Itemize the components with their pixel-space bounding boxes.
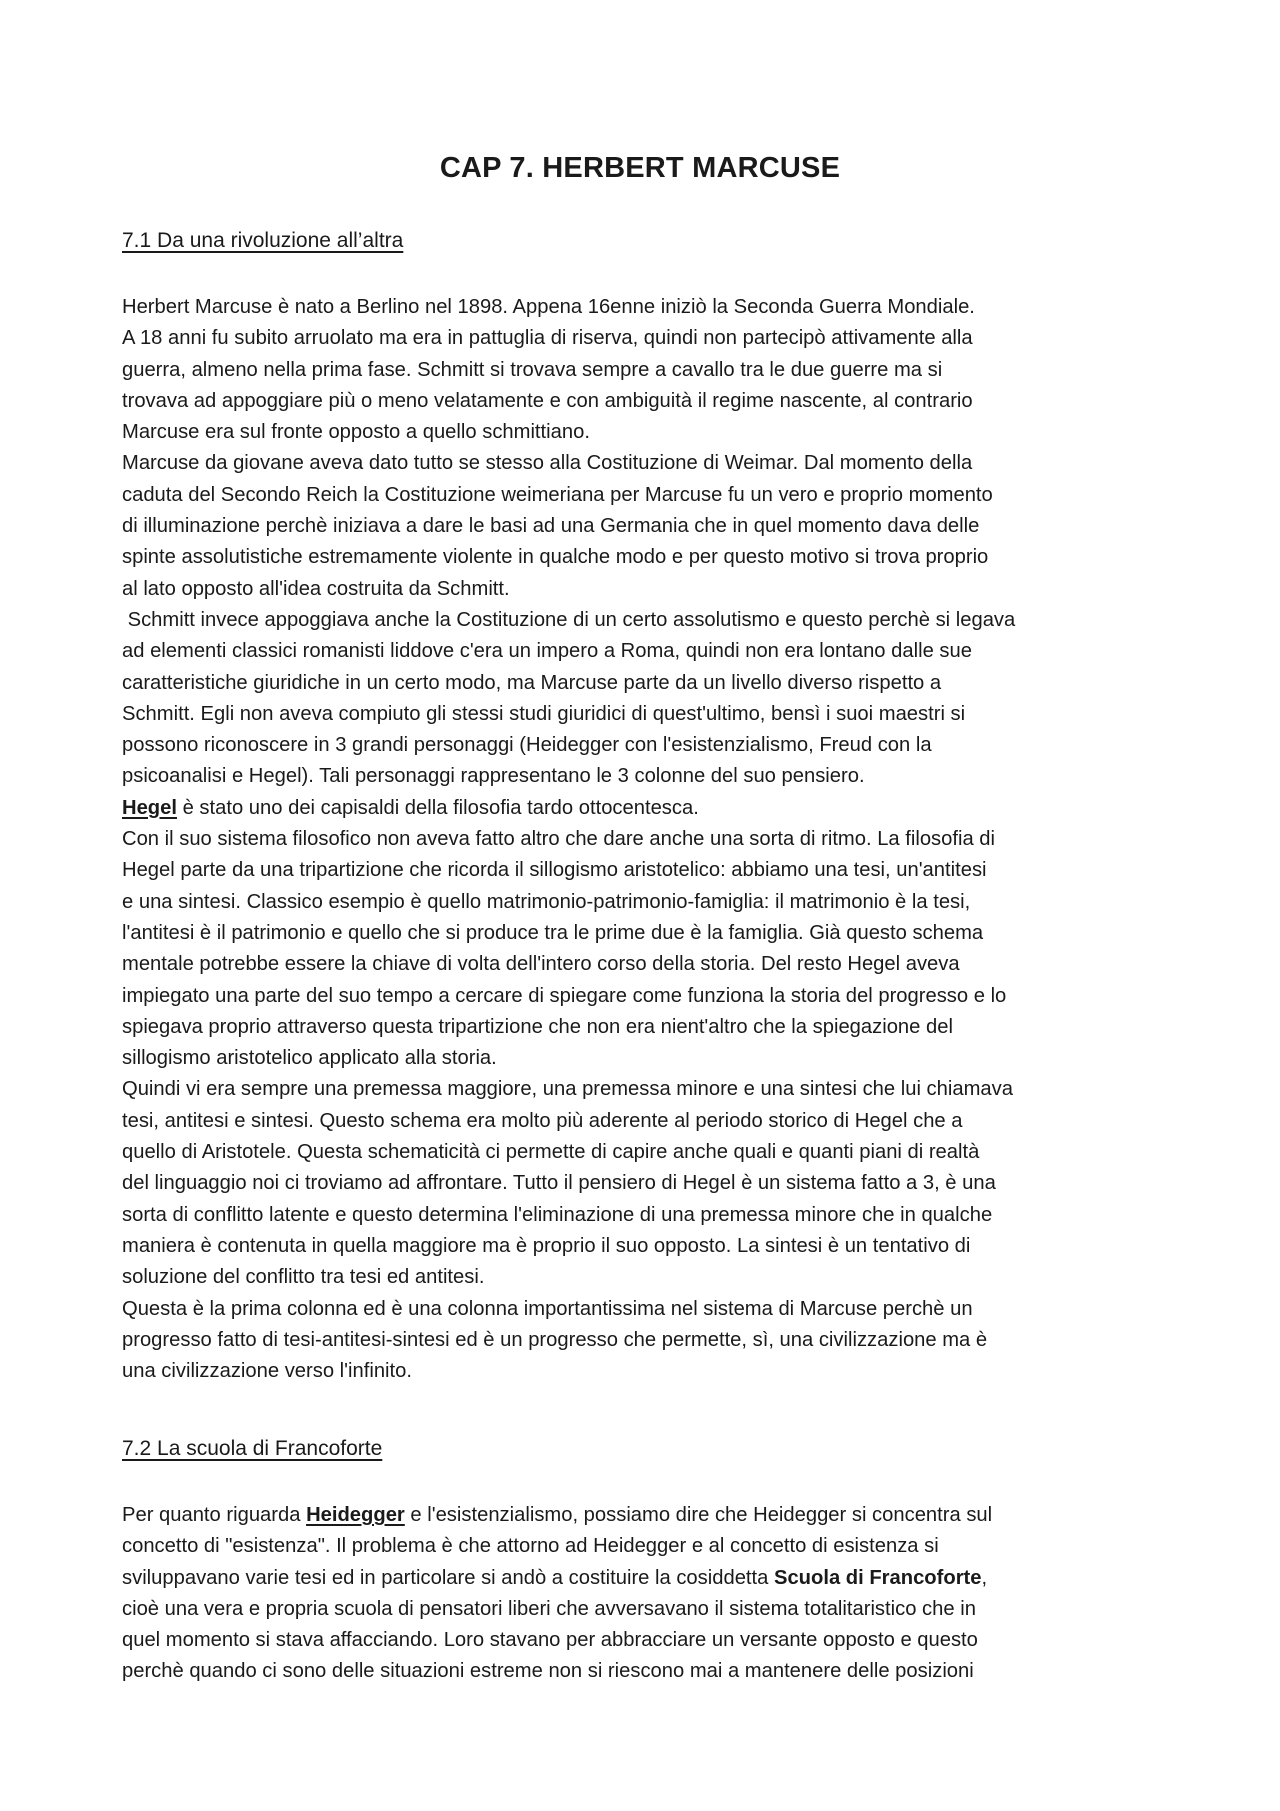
francoforte-line-end: , [981,1566,988,1589]
text-line: al lato opposto all'idea costruita da Schmitt. [122,577,510,600]
section-heading-7-2: 7.2 La scuola di Francoforte [122,1437,383,1460]
text-line: del linguaggio noi ci troviamo ad affrontare. Tutto il pensiero di Hegel è un sistema fatto a 3, è una [122,1172,996,1195]
text-line: soluzione del conflitto tra tesi ed antitesi. [122,1266,485,1289]
page-title: CAP 7. HERBERT MARCUSE [439,152,841,184]
heidegger-line-end: e l'esistenzialismo, possiamo dire che Heidegger si concentra sul [404,1504,993,1526]
text-line: di illuminazione perchè iniziava a dare le basi ad una Germania che in quel momento dava delle [122,515,980,538]
text-line: cioè una vera e propria scuola di pensatori liberi che avversavano il sistema totalitaristico che in [122,1597,976,1620]
text-line: sillogismo aristotelico applicato alla storia. [122,1047,497,1070]
text-line: caratteristiche giuridiche in un certo modo, ma Marcuse parte da un livello diverso rispetto a [122,671,942,694]
text-line: mentale potrebbe essere la chiave di volta dell'intero corso della storia. Del resto Hegel aveva [122,953,960,976]
text-line: trovava ad appoggiare più o meno velatamente e con ambiguità il regime nascente, al contrario [122,389,973,412]
text-line: A 18 anni fu subito arruolato ma era in pattuglia di riserva, quindi non partecipò attivamente alla [122,327,973,350]
hegel-term: Hegel [122,796,177,819]
hegel-line-rest: è stato uno dei capisaldi della filosofia tardo ottocentesca. [176,796,699,819]
text-line: Con il suo sistema filosofico non aveva fatto altro che dare anche una sorta di ritmo. La filosofia di [122,828,996,851]
text-line: Herbert Marcuse è nato a Berlino nel 1898. Appena 16enne iniziò la Seconda Guerra Mondiale. [122,296,975,318]
text-line: Questa è la prima colonna ed è una colonna importantissima nel sistema di Marcuse perchè un [122,1297,973,1320]
text-line: Marcuse era sul fronte opposto a quello schmittiano. [122,421,590,444]
section-7-2-body [122,1500,1162,1688]
text-line: sorta di conflitto latente e questo determina l'eliminazione di una premessa minore che in qualche [122,1203,993,1226]
text-line: l'antitesi è il patrimonio e quello che si produce tra le prime due è la famiglia. Già questo schema [122,921,984,944]
text-line: tesi, antitesi e sintesi. Questo schema era molto più aderente al periodo storico di Hegel che a [122,1109,963,1132]
text-line: progresso fatto di tesi-antitesi-sintesi ed è un progresso che permette, sì, una civilizzazione ma è [122,1328,988,1351]
text-line: Schmitt. Egli non aveva compiuto gli stessi studi giuridici di quest'ultimo, bensì i suoi maestri si [122,702,966,725]
heidegger-term: Heidegger [306,1504,405,1526]
text-line: quel momento si stava affacciando. Loro stavano per abbracciare un versante opposto e questo [122,1629,978,1652]
text-line: guerra, almeno nella prima fase. Schmitt si trovava sempre a cavallo tra le due guerre ma si [122,358,943,381]
francoforte-line-start: sviluppavano varie tesi ed in particolare si andò a costituire la cosiddetta [122,1566,774,1589]
text-line: spiegava proprio attraverso questa tripartizione che non era nient'altro che la spiegazione del [122,1015,953,1038]
francoforte-term: Scuola di Francoforte [773,1566,982,1589]
text-line: concetto di "esistenza". Il problema è che attorno ad Heidegger e al concetto di esistenza si [122,1535,939,1558]
text-line: impiegato una parte del suo tempo a cercare di spiegare come funziona la storia del progresso e lo [122,984,1007,1007]
text-line: Marcuse da giovane aveva dato tutto se stesso alla Costituzione di Weimar. Dal momento della [122,452,973,475]
text-line: una civilizzazione verso l'infinito. [122,1360,412,1383]
text-line: Quindi vi era sempre una premessa maggiore, una premessa minore e una sintesi che lui chiamava [122,1078,1013,1101]
text-line: e una sintesi. Classico esempio è quello matrimonio-patrimonio-famiglia: il matrimonio è la tesi, [122,890,971,913]
section-7-1-body [122,292,1162,1387]
text-line: ad elementi classici romanisti liddove c'era un impero a Roma, quindi non era lontano dalle sue [122,640,972,663]
heidegger-line-start: Per quanto riguarda [122,1504,307,1526]
text-line-heidegger [122,1500,1162,1531]
text-line: psicoanalisi e Hegel). Tali personaggi rappresentano le 3 colonne del suo pensiero. [122,765,865,788]
text-line-hegel [122,793,1162,824]
section-heading-7-1: 7.1 Da una rivoluzione all’altra [122,229,404,252]
text-line: caduta del Secondo Reich la Costituzione weimeriana per Marcuse fu un vero e proprio momento [122,483,993,506]
text-line-francoforte [122,1563,1162,1594]
text-line: Schmitt invece appoggiava anche la Costituzione di un certo assolutismo e questo perchè si legava [122,608,1016,631]
text-line: possono riconoscere in 3 grandi personaggi (Heidegger con l'esistenzialismo, Freud con la [122,734,932,757]
text-line: maniera è contenuta in quella maggiore ma è proprio il suo opposto. La sintesi è un tentativo di [122,1234,971,1257]
text-line: quello di Aristotele. Questa schematicità ci permette di capire anche quali e quanti piani di realtà [122,1141,980,1164]
text-line: perchè quando ci sono delle situazioni estreme non si riescono mai a mantenere delle posizioni [122,1660,974,1683]
text-line: spinte assolutistiche estremamente violente in qualche modo e per questo motivo si trova proprio [122,546,989,569]
text-line: Hegel parte da una tripartizione che ricorda il sillogismo aristotelico: abbiamo una tesi, un'antitesi [122,859,987,882]
